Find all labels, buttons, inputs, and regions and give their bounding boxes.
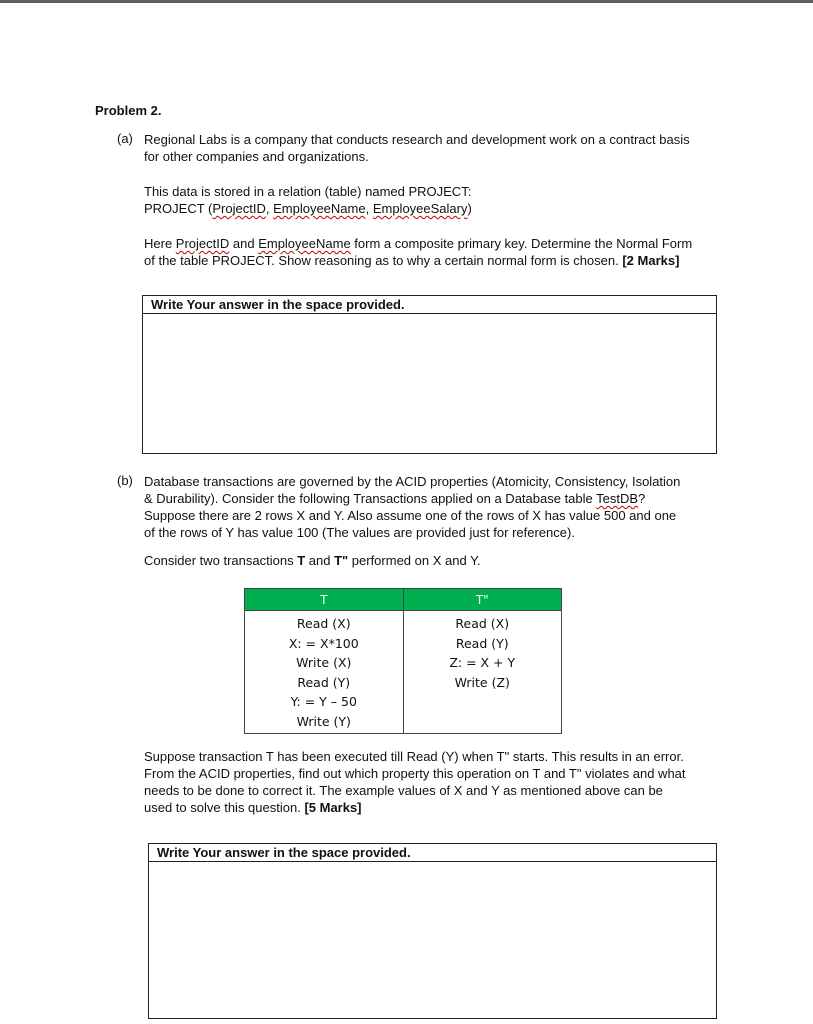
part-b-consider (144, 552, 718, 569)
question-line: used to solve this question. (144, 800, 305, 815)
stored-sentence: This data is stored in a relation (table) named PROJECT: (144, 184, 472, 199)
part-a-answer-box[interactable] (142, 295, 717, 454)
question-text: and (229, 236, 259, 251)
description-line: & Durability). Consider the following Transactions applied on a Database table (144, 491, 597, 506)
transaction-t-label: T (297, 553, 306, 568)
col-header-t: T (245, 589, 404, 611)
attr-separator: , (365, 201, 373, 216)
step-cell: Write (X) (296, 655, 352, 670)
part-a-label: (a) (117, 131, 133, 146)
step-cell: Y: = Y – 50 (290, 694, 357, 709)
step-cell: Write (Y) (296, 713, 351, 729)
part-b-answer-box[interactable] (148, 843, 717, 1019)
table-name-testdb: TestDB (596, 491, 639, 506)
problem-title: Problem 2. (95, 103, 162, 118)
part-a-intro-line2: for other companies and organizations. (144, 149, 369, 164)
attr-employeename: EmployeeName (273, 201, 366, 216)
part-b-label: (b) (117, 473, 133, 488)
top-border-line (0, 0, 813, 3)
relation-suffix: ) (467, 201, 472, 216)
transaction-t-steps (245, 611, 404, 734)
transaction-t2-label: T" (334, 553, 349, 568)
question-text: form a composite primary key. Determine the Normal Form (350, 236, 693, 251)
part-a-intro (144, 131, 718, 165)
attr-separator: , (265, 201, 274, 216)
part-b-answer-header: Write Your answer in the space provided. (149, 844, 716, 862)
relation-prefix: PROJECT ( (144, 201, 213, 216)
key-employeename: EmployeeName (258, 236, 351, 251)
part-b-marks: [5 Marks] (304, 800, 362, 815)
attr-projectid: ProjectID (212, 201, 266, 216)
step-cell: Read (Y) (297, 674, 351, 690)
part-a-question (144, 235, 718, 269)
step-cell: Read (X) (455, 616, 510, 631)
step-cell: X: = X*100 (288, 635, 359, 651)
step-cell: Read (Y) (455, 635, 509, 651)
question-line: From the ACID properties, find out which property this operation on T and T" violates and what (144, 766, 686, 781)
part-b-question (144, 748, 718, 816)
question-text: of the table PROJECT. Show reasoning as to why a certain normal form is chosen. (144, 253, 623, 268)
description-line: ? (638, 491, 646, 506)
consider-text: Consider two transactions (144, 553, 298, 568)
question-line: needs to be done to correct it. The example values of X and Y as mentioned above can be (144, 783, 663, 798)
transaction-t2-steps (403, 611, 562, 734)
description-line: Suppose there are 2 rows X and Y. Also assume one of the rows of X has value 500 and one (144, 508, 677, 523)
consider-text: and (305, 553, 335, 568)
col-header-t2: T" (403, 589, 562, 611)
step-cell: Read (X) (296, 616, 351, 631)
step-cell: Write (Z) (454, 674, 510, 690)
part-a-marks: [2 Marks] (622, 253, 680, 268)
part-a-relation-description (144, 183, 718, 217)
part-a-answer-header: Write Your answer in the space provided. (143, 296, 716, 314)
question-line: Suppose transaction T has been executed till Read (Y) when T" starts. This results in an error. (144, 749, 684, 764)
description-line: Database transactions are governed by the ACID properties (Atomicity, Consistency, Isolation (144, 474, 681, 489)
consider-text: performed on X and Y. (348, 553, 481, 568)
description-line: of the rows of Y has value 100 (The values are provided just for reference). (144, 525, 575, 540)
attr-employeesalary: EmployeeSalary (372, 201, 468, 216)
step-cell: Z: = X + Y (449, 655, 516, 670)
question-text: Here (144, 236, 176, 251)
part-b-description (144, 473, 718, 541)
key-projectid: ProjectID (175, 236, 230, 251)
part-a-intro-line1: Regional Labs is a company that conducts research and development work on a contract basis (144, 132, 690, 147)
transactions-table (244, 588, 562, 734)
